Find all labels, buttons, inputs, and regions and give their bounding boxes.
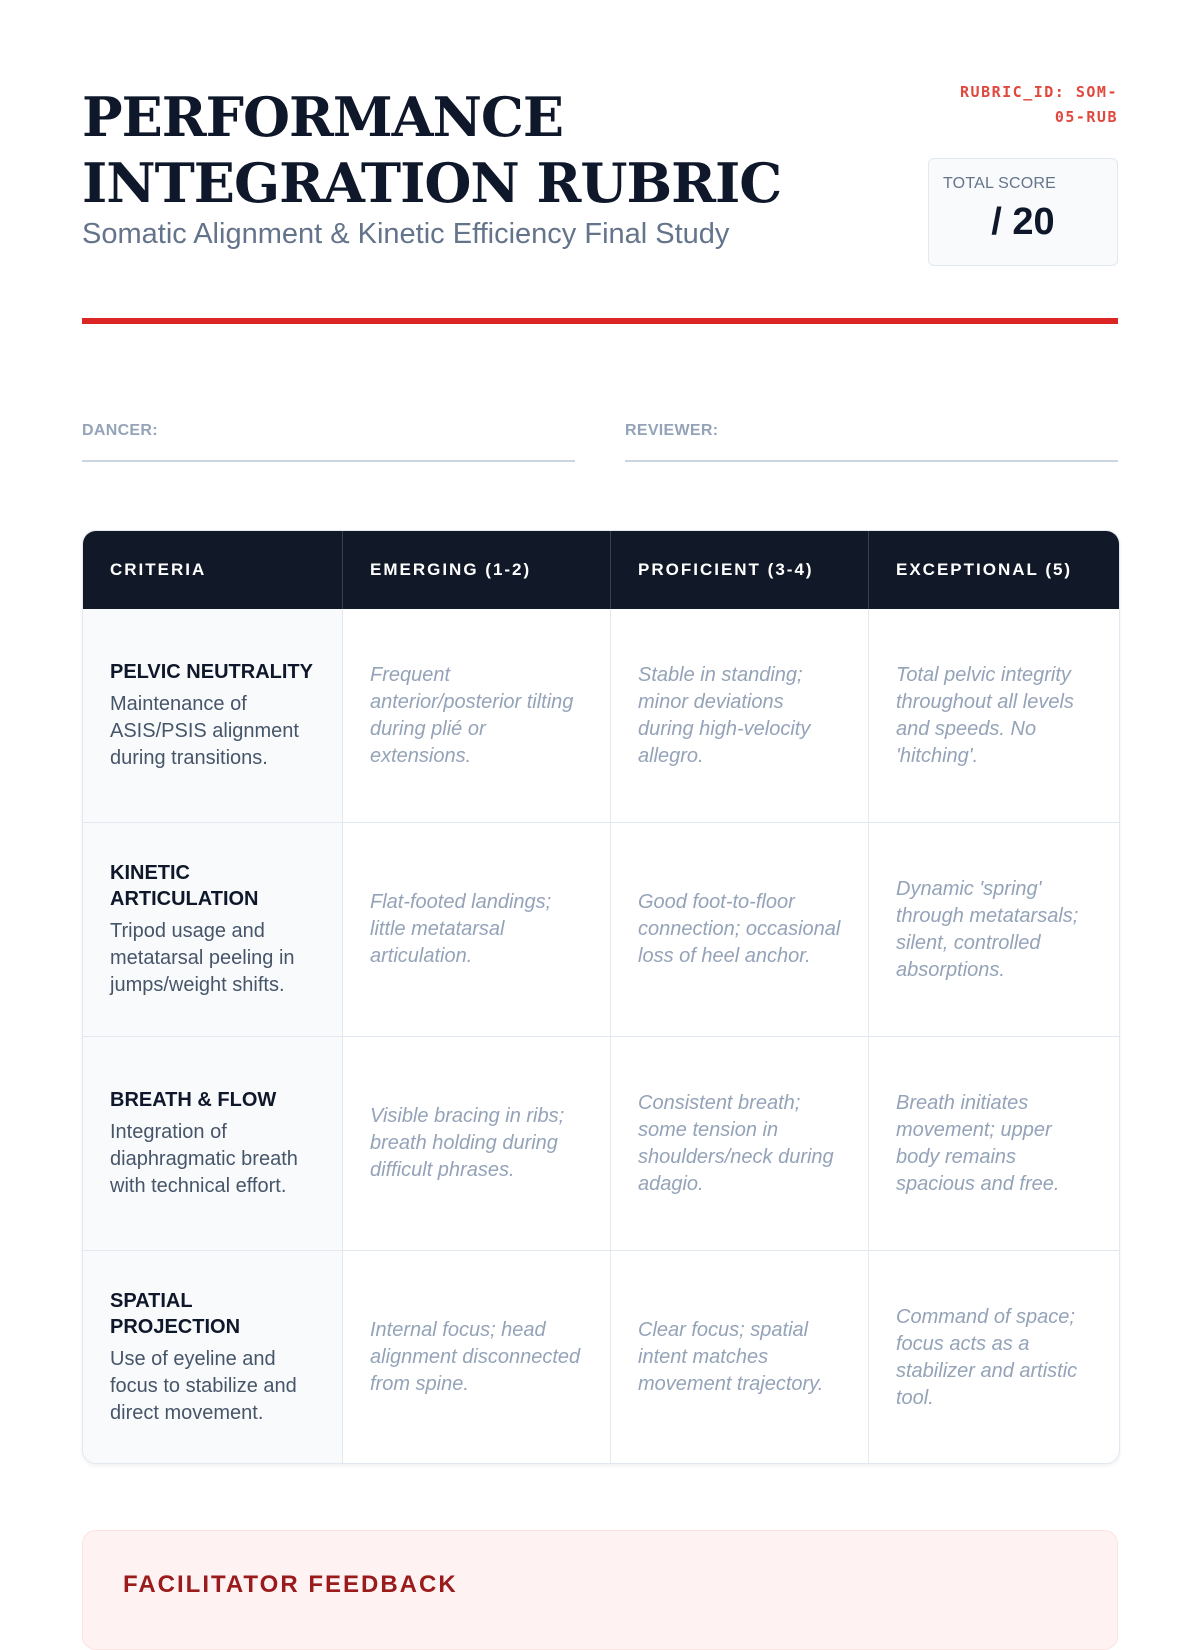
emerging-cell[interactable] xyxy=(343,1251,611,1464)
criteria-cell xyxy=(83,1251,343,1464)
emerging-cell[interactable] xyxy=(343,1037,611,1250)
page-title xyxy=(82,84,781,216)
criteria-name: BREATH & FLOW xyxy=(110,1089,277,1111)
emerging-text: Visible bracing in ribs; breath holding during difficult phrases. xyxy=(370,1105,565,1181)
criteria-cell xyxy=(83,823,343,1036)
page-subtitle: Somatic Alignment & Kinetic Efficiency Final Study xyxy=(82,218,730,250)
header-emerging: EMERGING (1-2) xyxy=(343,531,611,609)
table-row xyxy=(83,1250,1119,1464)
proficient-text: Good foot-to-floor connection; occasional loss of heel anchor. xyxy=(638,891,841,967)
dancer-label: DANCER: xyxy=(82,422,158,439)
criteria-description: Maintenance of ASIS/PSIS alignment during transitions. xyxy=(110,693,299,769)
exceptional-cell[interactable] xyxy=(869,1251,1119,1464)
exceptional-text: Breath initiates movement; upper body remains spacious and free. xyxy=(896,1091,1060,1195)
criteria-description: Integration of diaphragmatic breath with technical effort. xyxy=(110,1121,298,1197)
table-header-row xyxy=(83,531,1119,609)
header xyxy=(82,0,1118,330)
proficient-cell[interactable] xyxy=(611,823,869,1036)
criteria-name: SPATIAL PROJECTION xyxy=(110,1290,241,1338)
exceptional-text: Total pelvic integrity throughout all levels and speeds. No 'hitching'. xyxy=(896,663,1074,767)
rubric-id xyxy=(908,80,1118,130)
header-proficient: PROFICIENT (3-4) xyxy=(611,531,869,609)
facilitator-feedback-title: FACILITATOR FEEDBACK xyxy=(123,1571,458,1598)
header-criteria: CRITERIA xyxy=(83,531,343,609)
emerging-text: Frequent anterior/posterior tilting during plié or extensions. xyxy=(370,663,574,767)
criteria-cell xyxy=(83,609,343,822)
title-line-2: INTEGRATION RUBRIC xyxy=(82,151,782,215)
criteria-name: PELVIC NEUTRALITY xyxy=(110,661,313,683)
total-score-box xyxy=(928,158,1118,266)
exceptional-cell[interactable] xyxy=(869,1037,1119,1250)
proficient-text: Stable in standing; minor deviations during high-velocity allegro. xyxy=(638,663,811,767)
proficient-cell[interactable] xyxy=(611,1037,869,1250)
criteria-name: KINETIC ARTICULATION xyxy=(110,862,259,910)
emerging-cell[interactable] xyxy=(343,609,611,822)
reviewer-label: REVIEWER: xyxy=(625,422,719,439)
total-score-value[interactable]: / 20 xyxy=(991,201,1055,243)
rubric-id-line-1: RUBRIC_ID: SOM- xyxy=(960,83,1118,101)
criteria-description: Tripod usage and metatarsal peeling in jumps/weight shifts. xyxy=(110,920,295,996)
signature-row xyxy=(82,410,1118,550)
dancer-field[interactable] xyxy=(82,410,575,462)
exceptional-text: Dynamic 'spring' through metatarsals; silent, controlled absorptions. xyxy=(896,877,1079,981)
title-line-1: PERFORMANCE xyxy=(82,85,564,149)
proficient-cell[interactable] xyxy=(611,1251,869,1464)
table-row xyxy=(83,822,1119,1036)
criteria-cell xyxy=(83,1037,343,1250)
exceptional-text: Command of space; focus acts as a stabilizer and artistic tool. xyxy=(896,1305,1078,1409)
exceptional-cell[interactable] xyxy=(869,609,1119,822)
proficient-cell[interactable] xyxy=(611,609,869,822)
criteria-description: Use of eyeline and focus to stabilize and direct movement. xyxy=(110,1348,297,1424)
table-row xyxy=(83,609,1119,822)
table-row xyxy=(83,1036,1119,1250)
emerging-text: Internal focus; head alignment disconnected from spine. xyxy=(370,1319,581,1395)
proficient-text: Consistent breath; some tension in shoulders/neck during adagio. xyxy=(638,1091,834,1195)
header-exceptional: EXCEPTIONAL (5) xyxy=(896,560,1073,579)
emerging-cell[interactable] xyxy=(343,823,611,1036)
table-body xyxy=(83,609,1119,1464)
exceptional-cell[interactable] xyxy=(869,823,1119,1036)
reviewer-field[interactable] xyxy=(625,410,1118,462)
proficient-text: Clear focus; spatial intent matches movement trajectory. xyxy=(638,1319,824,1395)
rubric-table xyxy=(82,530,1120,1464)
header-divider xyxy=(82,318,1118,324)
emerging-text: Flat-footed landings; little metatarsal articulation. xyxy=(370,891,552,967)
rubric-id-line-2: 05-RUB xyxy=(1054,108,1118,126)
facilitator-feedback-box[interactable] xyxy=(82,1530,1118,1650)
total-score-label: TOTAL SCORE xyxy=(943,175,1057,192)
